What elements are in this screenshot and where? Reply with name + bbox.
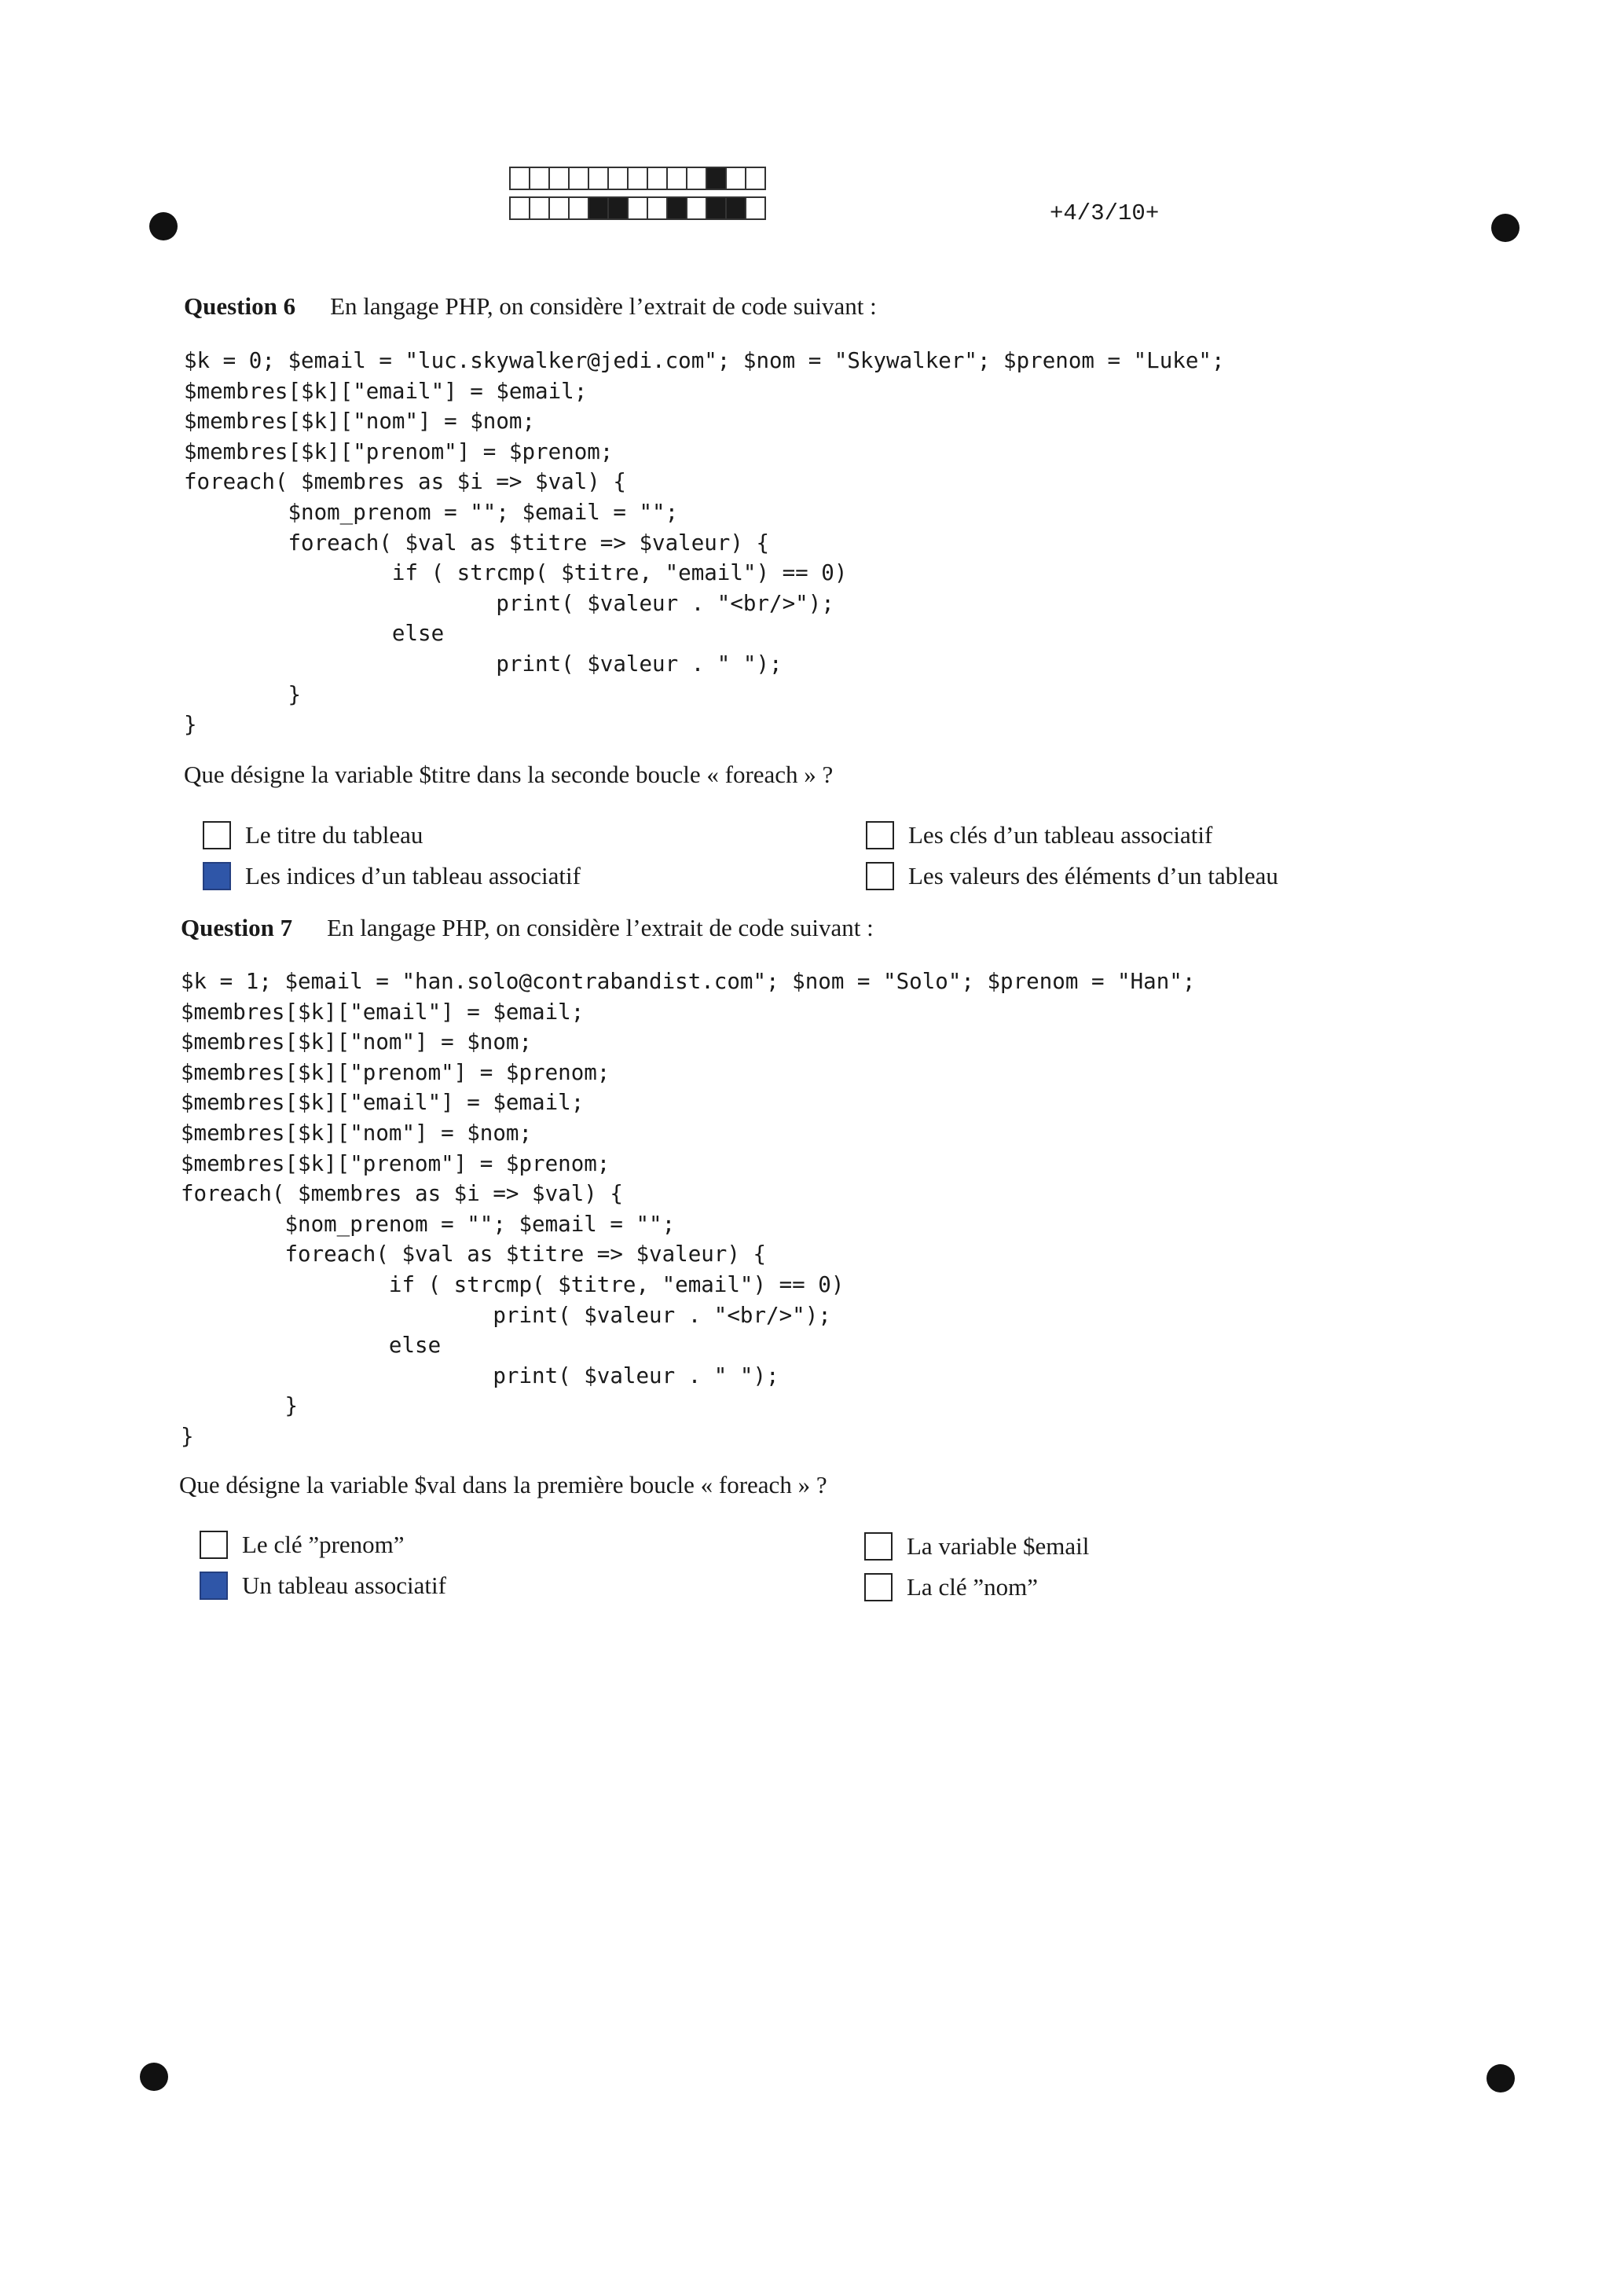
barcode-cell — [666, 167, 687, 190]
barcode-cell — [686, 196, 707, 220]
page-code: +4/3/10+ — [1050, 200, 1160, 226]
checkbox[interactable] — [866, 821, 894, 849]
question-7-prompt: Que désigne la variable $val dans la première boucle « foreach » ? — [179, 1471, 827, 1498]
barcode-cell — [745, 196, 766, 220]
barcode-cell — [509, 167, 530, 190]
option-label: Le clé ”prenom” — [242, 1531, 405, 1558]
registration-mark-top-right — [1491, 214, 1520, 242]
checkbox[interactable] — [200, 1531, 228, 1559]
option-label: Les clés d’un tableau associatif — [908, 821, 1213, 849]
barcode-cell — [706, 196, 727, 220]
barcode-cell — [529, 167, 550, 190]
q6-option-2[interactable] — [866, 821, 1212, 849]
option-label: Les valeurs des éléments d’un tableau — [908, 862, 1278, 889]
question-6-header — [184, 292, 877, 321]
checkbox[interactable] — [864, 1573, 893, 1601]
question-label: Question 6 — [184, 292, 296, 320]
checkbox[interactable] — [203, 821, 231, 849]
registration-mark-top-left — [149, 212, 178, 240]
barcode-cell — [509, 196, 530, 220]
option-label: La variable $email — [907, 1532, 1090, 1560]
barcode-cell — [647, 196, 668, 220]
question-7-header — [181, 914, 874, 942]
barcode-row-1 — [509, 167, 764, 190]
barcode-row-2 — [509, 196, 764, 220]
barcode-cell — [588, 196, 609, 220]
checkbox[interactable] — [203, 862, 231, 890]
barcode-cell — [627, 196, 648, 220]
barcode-cell — [725, 167, 746, 190]
checkbox[interactable] — [866, 862, 894, 890]
registration-mark-bottom-left — [140, 2063, 168, 2091]
q6-option-4[interactable] — [866, 862, 1278, 890]
barcode-cell — [725, 196, 746, 220]
option-label: Le titre du tableau — [245, 821, 423, 849]
barcode-cell — [706, 167, 727, 190]
barcode-cell — [548, 167, 570, 190]
q7-option-3[interactable] — [200, 1572, 446, 1600]
code-block-q7: $k = 1; $email = "han.solo@contrabandist.com"; $nom = "Solo"; $prenom = "Han"; $membres[$k]["email"] = $email; $membres[$k]["nom"] = $nom; $membres[$k]["prenom"] = $prenom; $membres[$k]["email"] = $email; $membres[$k]["nom"] = $nom; $membres[$k]["prenom"] = $prenom; foreach( $membres as $i => $val) { $nom_prenom = ""; $email = ""; foreach( $val as $titre => $valeur) { if ( strcmp( $titre, "email") == 0) print( $valeur . "<br/>"); else print( $valeur . " "); } } — [181, 969, 1196, 1449]
option-label: Les indices d’un tableau associatif — [245, 862, 581, 889]
option-label: La clé ”nom” — [907, 1573, 1038, 1601]
barcode-cell — [588, 167, 609, 190]
barcode-cell — [548, 196, 570, 220]
q6-option-1[interactable] — [203, 821, 423, 849]
question-label: Question 7 — [181, 914, 293, 941]
barcode-cell — [647, 167, 668, 190]
q7-option-4[interactable] — [864, 1573, 1038, 1601]
question-intro: En langage PHP, on considère l’extrait de code suivant : — [330, 292, 877, 320]
q7-option-2[interactable] — [864, 1532, 1089, 1561]
barcode-cell — [607, 167, 629, 190]
barcode-cell — [568, 167, 589, 190]
barcode-cell — [627, 167, 648, 190]
checkbox[interactable] — [200, 1572, 228, 1600]
q7-option-1[interactable] — [200, 1531, 405, 1559]
q6-option-3[interactable] — [203, 862, 581, 890]
barcode-cell — [686, 167, 707, 190]
barcode-cell — [607, 196, 629, 220]
registration-mark-bottom-right — [1487, 2064, 1515, 2092]
option-label: Un tableau associatif — [242, 1572, 446, 1599]
code-block-q6: $k = 0; $email = "luc.skywalker@jedi.com"; $nom = "Skywalker"; $prenom = "Luke"; $membres[$k]["email"] = $email; $membres[$k]["nom"] = $nom; $membres[$k]["prenom"] = $prenom; foreach( $membres as $i => $val) { $nom_prenom = ""; $email = ""; foreach( $val as $titre => $valeur) { if ( strcmp( $titre, "email") == 0) print( $valeur . "<br/>"); else print( $valeur . " "); } } — [184, 348, 1225, 738]
question-6-prompt: Que désigne la variable $titre dans la seconde boucle « foreach » ? — [184, 761, 834, 788]
barcode-cell — [568, 196, 589, 220]
barcode-cell — [529, 196, 550, 220]
barcode-cell — [745, 167, 766, 190]
barcode-cell — [666, 196, 687, 220]
checkbox[interactable] — [864, 1532, 893, 1561]
question-intro: En langage PHP, on considère l’extrait de code suivant : — [327, 914, 874, 941]
